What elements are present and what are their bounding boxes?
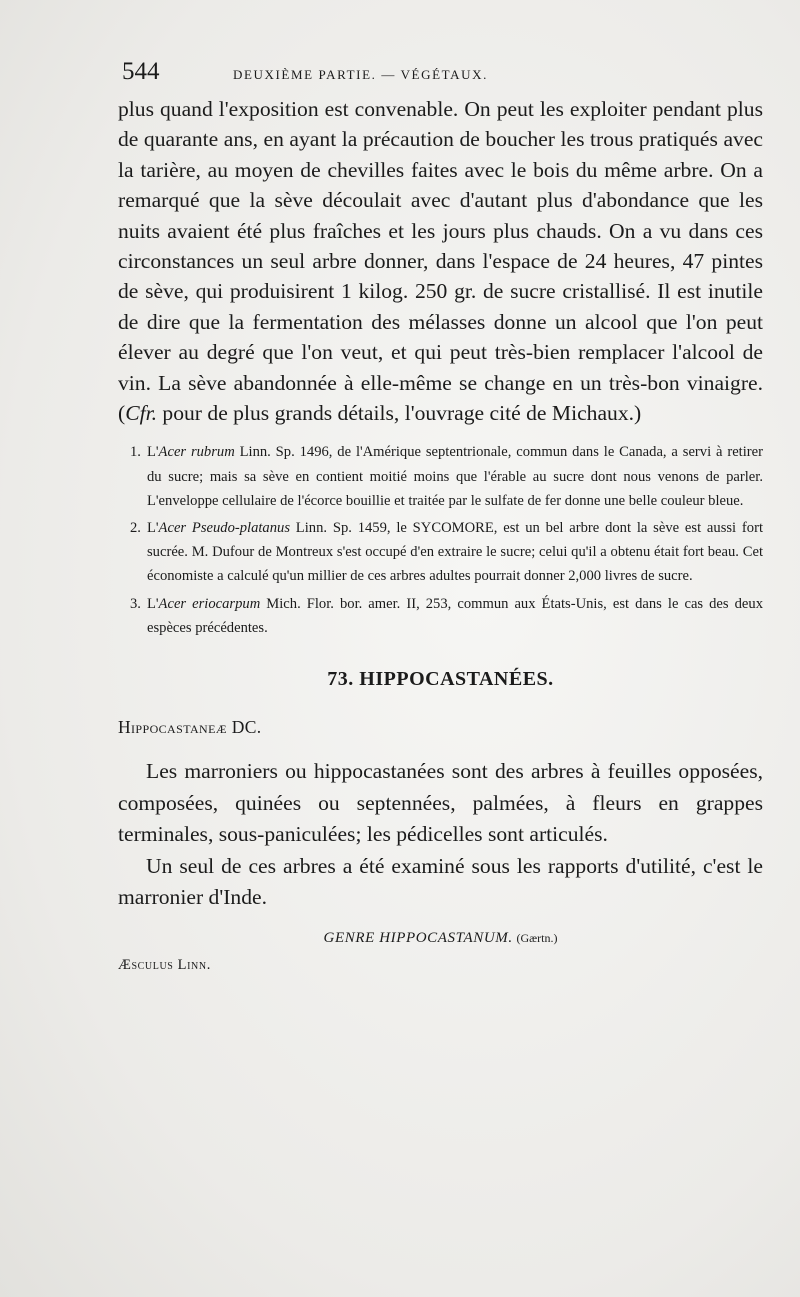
footnote-number: 3.	[130, 595, 141, 612]
footnote-text: Mich. Flor. bor. amer. II, 253, commun aux États-Unis, est dans le cas des deux espèces précédentes.	[147, 595, 763, 636]
tribe-heading	[118, 717, 763, 738]
genus-name: GENRE HIPPOCASTANUM.	[323, 929, 513, 946]
footnote-species: Acer eriocarpum	[158, 595, 261, 612]
tribe-author: DC.	[231, 717, 262, 738]
paragraph-utility: Un seul de ces arbres a été examiné sous les rapports d'utilité, c'est le marronier d'Inde.	[118, 853, 763, 910]
footnote-prefix: L'	[147, 444, 159, 461]
running-head-title: DEUXIÈME PARTIE. — VÉGÉTAUX.	[233, 67, 488, 82]
genus-heading	[118, 930, 763, 947]
paragraph-maple-sap-cfr: Cfr.	[125, 401, 158, 426]
footnote-2	[118, 516, 763, 589]
paragraph-description: Les marroniers ou hippocastanées sont des arbres à feuilles opposées, composées, quinées ou septennées, palmées, à fleurs en grappes terminales, sous-paniculées; les pédicelles sont articulés.	[118, 759, 763, 847]
subgenus-heading: Æsculus Linn.	[118, 956, 211, 973]
footnote-prefix: L'	[147, 520, 159, 537]
tribe-name: Hippocastaneæ	[118, 717, 227, 738]
paragraph-maple-sap	[118, 94, 763, 428]
footnote-prefix: L'	[147, 595, 159, 612]
paragraph-maple-sap-text: plus quand l'exposition est convenable. On peut les exploiter pendant plus de quarante ans, en ayant la précaution de boucher les trous pratiqués avec la tarière, au moyen de chevilles faites avec le bois du même arbre. On a remarqué que la sève découlait avec d'autant plus d'abondance que les nuits avaient été plus fraîches et les jours plus chauds. On a vu dans ces circonstances un seul arbre donner, dans l'espace de 24 heures, 47 pintes de sève, qui produisirent 1 kilog. 250 gr. de sucre cristallisé. Il est inutile de dire que la fermentation des mélasses donne un alcool que l'on peut élever au degré que l'on veut, et qui peut très-bien remplacer l'alcool de vin. La sève abandonnée à elle-même se change en un très-bon vinaigre. (	[118, 97, 763, 426]
footnote-number: 2.	[130, 520, 141, 537]
footnotes-list	[118, 440, 763, 640]
paragraph-maple-sap-end: pour de plus grands détails, l'ouvrage cité de Michaux.)	[157, 401, 642, 426]
footnote-number: 1.	[130, 444, 141, 461]
footnote-3	[118, 592, 763, 640]
footnote-text: Linn. Sp. 1459, le SYCOMORE, est un bel arbre dont la sève est aussi fort sucrée. M. Dufour de Montreux s'est occupé d'en extraire le sucre; celui qu'il a obtenu était fort beau. Cet économiste a calculé qu'un millier de ces arbres adultes pourrait donner 2,000 livres de sucre.	[147, 520, 763, 585]
page-number: 544	[122, 58, 160, 85]
footnote-species: Acer rubrum	[158, 444, 235, 461]
footnote-species: Acer Pseudo-platanus	[158, 520, 290, 537]
book-page	[118, 58, 763, 974]
genus-author: (Gærtn.)	[516, 930, 558, 945]
footnote-1	[118, 440, 763, 513]
section-title: 73. HIPPOCASTANÉES.	[327, 668, 554, 691]
footnote-text: Linn. Sp. 1496, de l'Amérique septentrionale, commun dans le Canada, a servi à retirer du sucre; mais sa sève en contient moitié moins que l'érable au sucre dont nous venons de parler. L'enveloppe cellulaire de l'écorce bouillie et traitée par le sulfate de fer donne une belle couleur bleue.	[147, 444, 763, 509]
running-head	[118, 58, 763, 94]
